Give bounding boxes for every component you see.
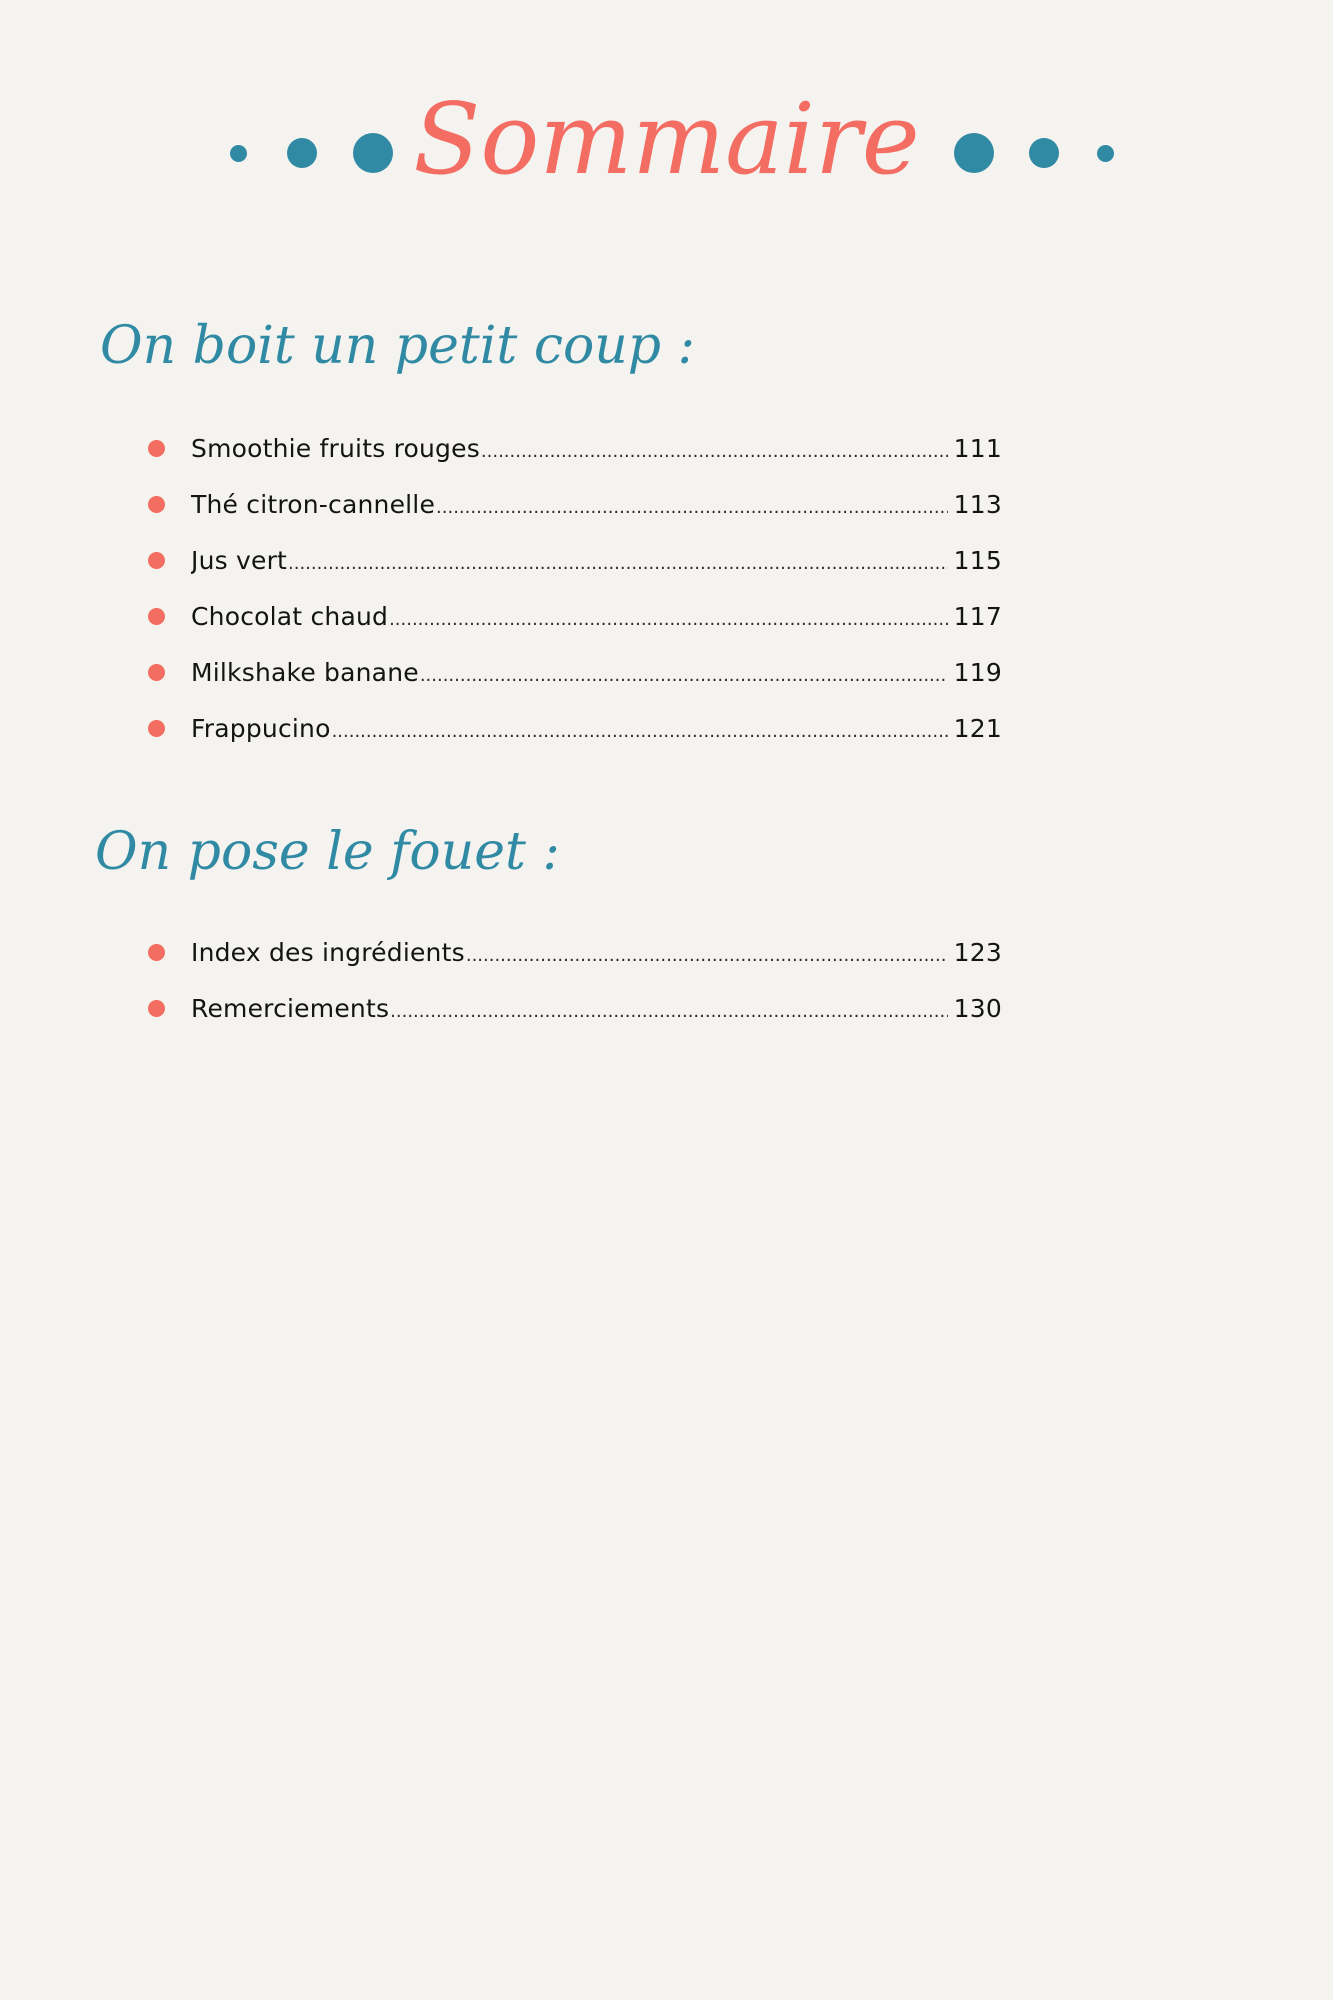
toc-entry-page: 113 — [953, 489, 1002, 519]
dot-leader — [288, 546, 948, 575]
title-dot-right-medium — [1029, 138, 1059, 168]
toc-entry[interactable] — [148, 420, 1002, 476]
toc-entry-label: Remerciements — [191, 993, 390, 1023]
dot-leader — [389, 602, 948, 631]
toc-entry-page: 111 — [953, 433, 1002, 463]
page-title: Sommaire — [413, 83, 920, 197]
toc-entry-label: Smoothie fruits rouges — [191, 433, 480, 463]
bullet-icon — [148, 608, 165, 625]
bullet-icon — [148, 1000, 165, 1017]
toc-entry-label: Frappucino — [191, 713, 331, 743]
title-dot-right-small — [1097, 145, 1114, 162]
bullet-icon — [148, 440, 165, 457]
toc-entry-page: 130 — [953, 993, 1002, 1023]
toc-entry-label: Index des ingrédients — [191, 937, 465, 967]
dot-leader — [332, 714, 948, 743]
toc-entry[interactable] — [148, 588, 1002, 644]
toc-entry-page: 119 — [953, 657, 1002, 687]
toc-entry[interactable] — [148, 644, 1002, 700]
toc-entry-page: 121 — [953, 713, 1002, 743]
dot-leader — [436, 490, 948, 519]
toc-entry-label: Jus vert — [191, 545, 288, 575]
toc-entry-label: Chocolat chaud — [191, 601, 389, 631]
bullet-icon — [148, 496, 165, 513]
dot-leader — [390, 994, 948, 1023]
toc-entry[interactable] — [148, 476, 1002, 532]
toc-entry[interactable] — [148, 980, 1002, 1036]
dot-leader — [420, 658, 948, 687]
toc-list-closing — [148, 924, 1002, 1036]
bullet-icon — [148, 552, 165, 569]
bullet-icon — [148, 664, 165, 681]
section-heading-closing: On pose le fouet : — [95, 822, 560, 882]
toc-entry-page: 117 — [953, 601, 1002, 631]
section-heading-drinks: On boit un petit coup : — [100, 316, 696, 376]
toc-entry-page: 123 — [953, 937, 1002, 967]
dot-leader — [466, 938, 948, 967]
toc-entry[interactable] — [148, 532, 1002, 588]
toc-entry-label: Milkshake banane — [191, 657, 419, 687]
bullet-icon — [148, 944, 165, 961]
toc-entry-label: Thé citron-cannelle — [191, 489, 436, 519]
toc-entry[interactable] — [148, 700, 1002, 756]
toc-entry-page: 115 — [953, 545, 1002, 575]
toc-entry[interactable] — [148, 924, 1002, 980]
dot-leader — [481, 434, 948, 463]
toc-list-drinks — [148, 420, 1002, 756]
title-dot-right-large — [954, 133, 994, 173]
bullet-icon — [148, 720, 165, 737]
